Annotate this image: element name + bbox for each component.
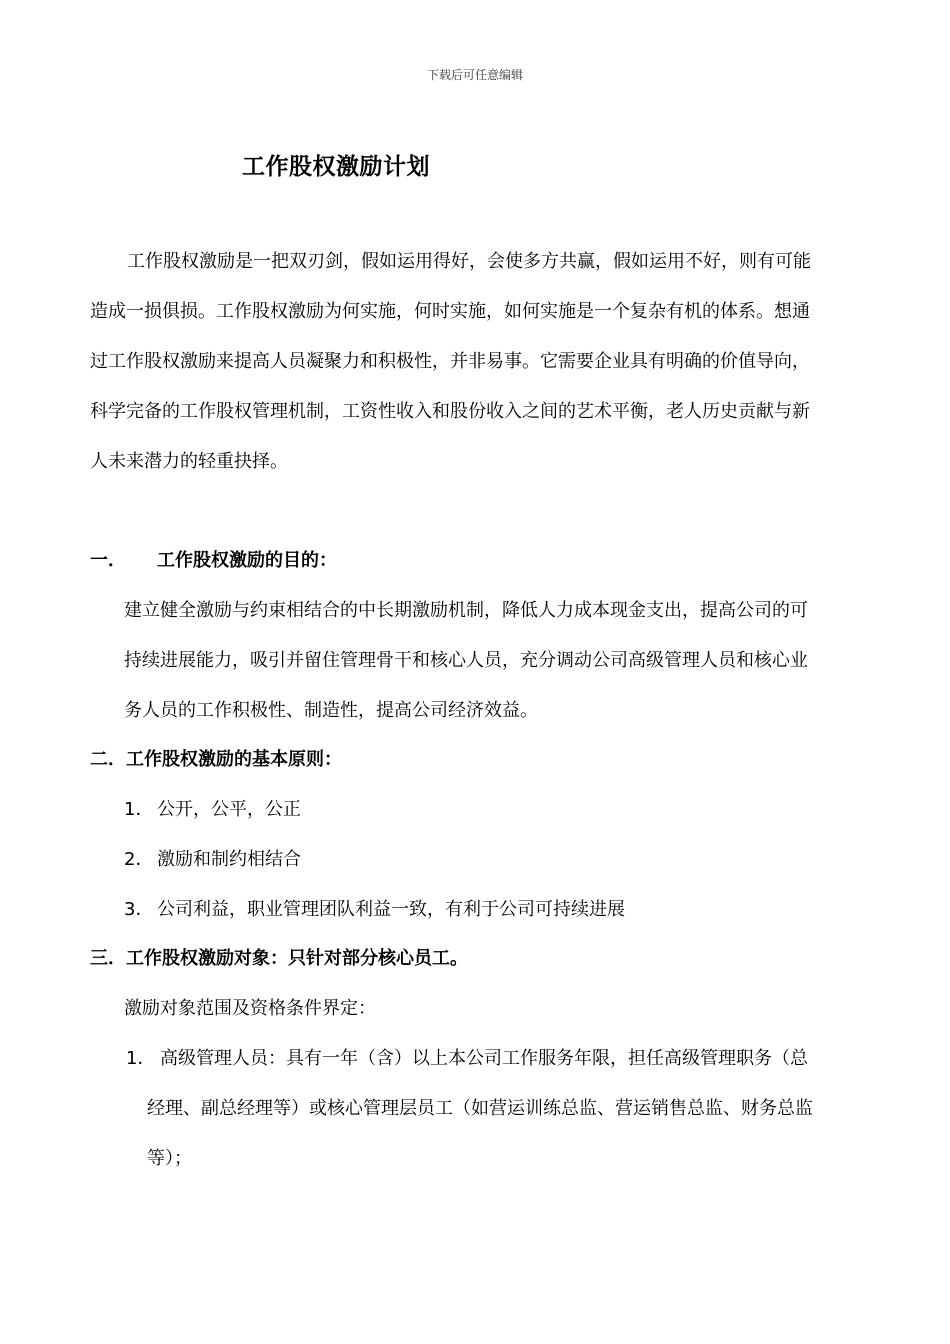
intro-line: 工作股权激励是一把双刃剑，假如运用得好，会使多方共赢，假如运用不好，则有可能 — [127, 251, 811, 272]
list-item-number: 3． — [124, 899, 154, 920]
section-heading: 二．工作股权激励的基本原则： — [90, 749, 342, 770]
list-item-text: 公司利益，职业管理团队利益一致，有利于公司可持续进展 — [157, 899, 625, 920]
intro-line: 造成一损俱损。工作股权激励为何实施，何时实施，如何实施是一个复杂有机的体系。想通 — [90, 301, 810, 322]
intro-line: 过工作股权激励来提高人员凝聚力和积极性，并非易事。它需要企业具有明确的价值导向， — [90, 351, 810, 372]
list-item-text: 高级管理人员：具有一年（含）以上本公司工作服务年限，担任高级管理职务（总 — [160, 1048, 808, 1069]
intro-line: 科学完备的工作股权管理机制，工资性收入和股份收入之间的艺术平衡，老人历史贡献与新 — [90, 401, 810, 422]
list-item-text: 经理、副总经理等）或核心管理层员工（如营运训练总监、营运销售总监、财务总监 — [147, 1098, 813, 1119]
list-item-text: 公开，公平，公正 — [157, 799, 301, 820]
section-subheading: 激励对象范围及资格条件界定： — [124, 998, 376, 1019]
section-body-line: 建立健全激励与约束相结合的中长期激励机制，降低人力成本现金支出，提高公司的可 — [124, 600, 808, 621]
section-heading: 工作股权激励的目的： — [157, 550, 337, 571]
intro-line: 人未来潜力的轻重抉择。 — [90, 451, 288, 472]
section-number: 一． — [90, 550, 126, 571]
list-item-number: 1． — [126, 1048, 156, 1069]
list-item-text: 等）； — [147, 1148, 192, 1169]
section-body-line: 持续进展能力，吸引并留住管理骨干和核心人员，充分调动公司高级管理人员和核心业 — [124, 650, 808, 671]
section-body-line: 务人员的工作积极性、制造性，提高公司经济效益。 — [124, 700, 538, 721]
document-title: 工作股权激励计划 — [242, 154, 430, 180]
list-item-number: 1． — [124, 799, 154, 820]
list-item-text: 激励和制约相结合 — [157, 849, 301, 870]
section-heading: 三．工作股权激励对象：只针对部分核心员工。 — [90, 948, 468, 969]
list-item-number: 2． — [124, 849, 154, 870]
page-header-note: 下载后可任意编辑 — [426, 68, 523, 82]
